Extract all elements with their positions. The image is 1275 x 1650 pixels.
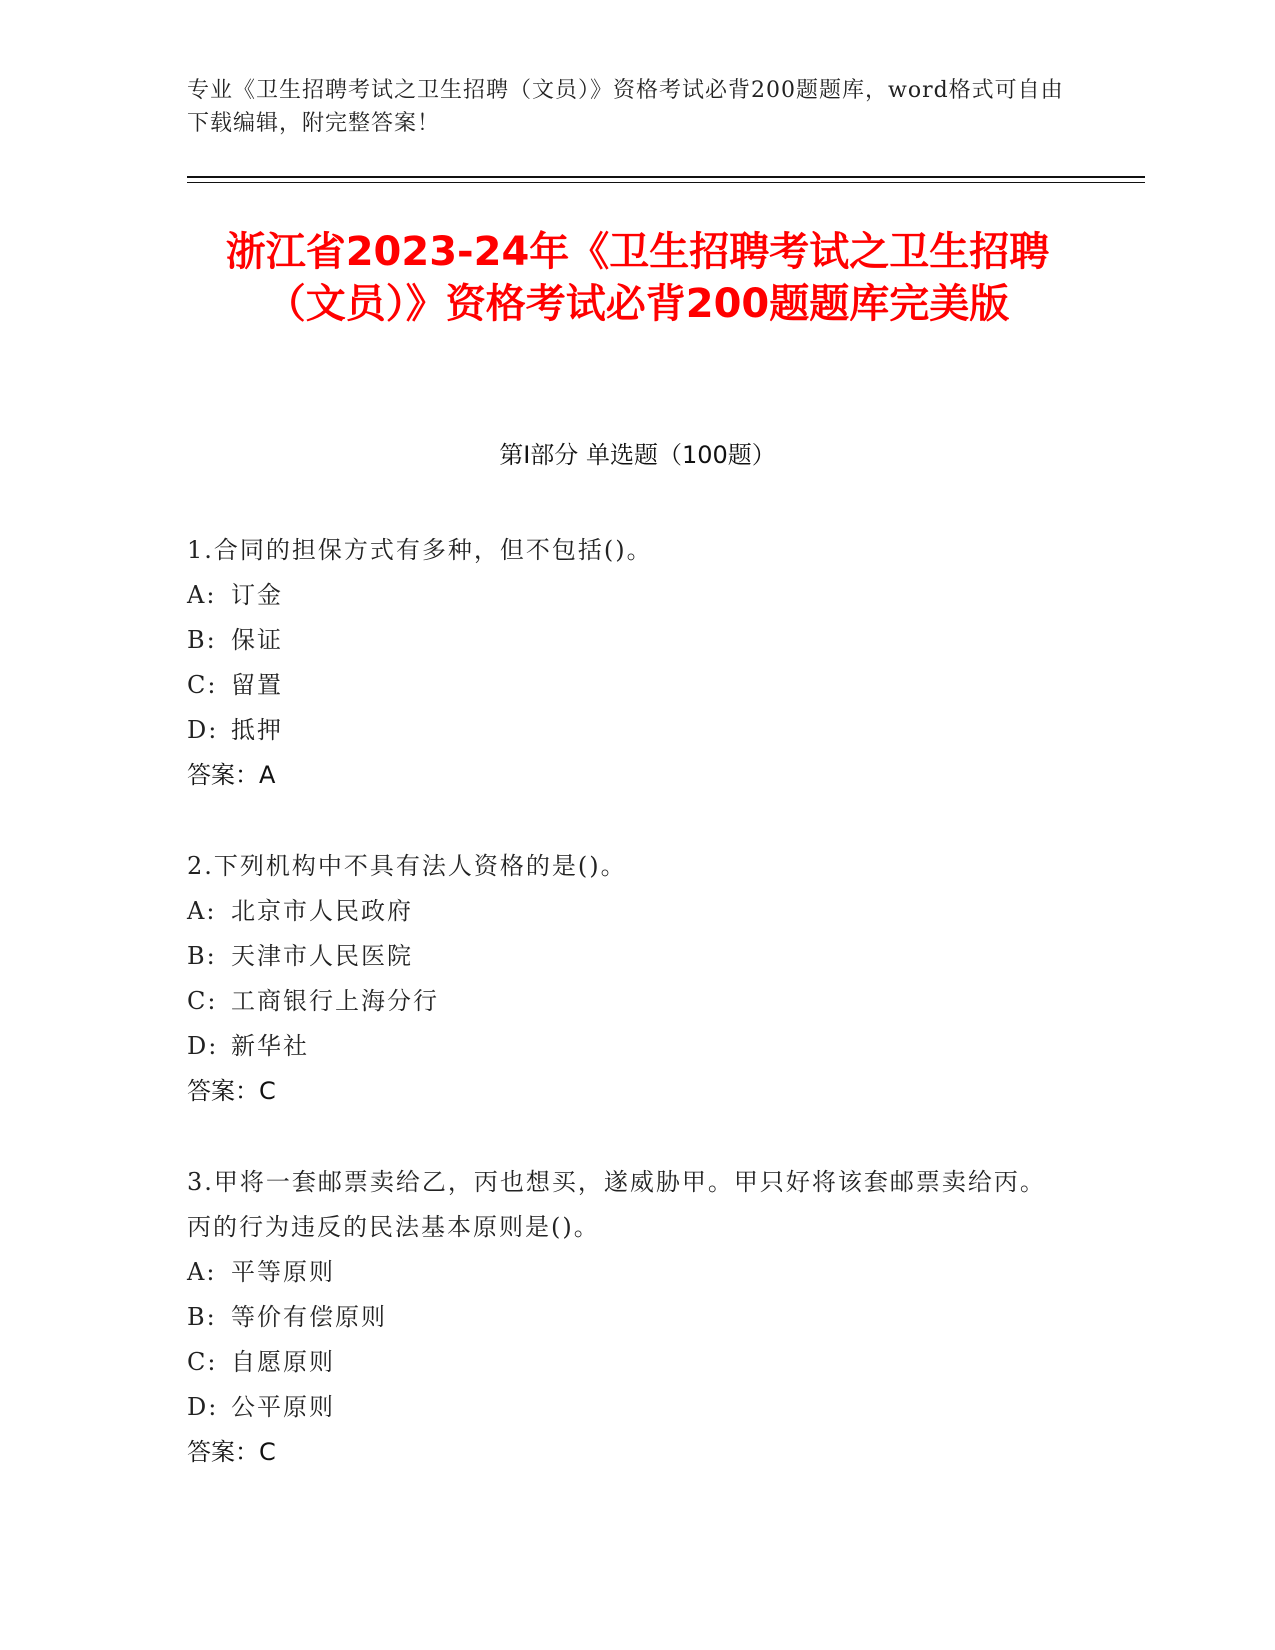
- header-divider-thin: [187, 182, 1145, 183]
- section-title: 第I部分 单选题（100题）: [499, 441, 776, 469]
- header-note: 专业《卫生招聘考试之卫生招聘（文员）》资格考试必背200题题库，word格式可自由下载编辑，附完整答案！: [187, 78, 1064, 136]
- option-text: 订金: [231, 581, 283, 609]
- answer-line: 答案：C: [187, 1077, 276, 1105]
- option-a: [187, 573, 1067, 618]
- question-stem: 1.合同的担保方式有多种，但不包括()。: [187, 536, 653, 564]
- question-1: [187, 528, 1067, 798]
- option-d: [187, 708, 1067, 753]
- option-letter: A:: [187, 581, 217, 609]
- option-letter: D:: [187, 1032, 219, 1060]
- option-text: 平等原则: [231, 1258, 335, 1286]
- question-list: [187, 528, 1067, 1521]
- option-text: 抵押: [231, 716, 283, 744]
- option-letter: B:: [187, 626, 217, 654]
- option-letter: D:: [187, 716, 219, 744]
- option-c: [187, 1340, 1067, 1385]
- option-b: [187, 934, 1067, 979]
- option-text: 北京市人民政府: [231, 897, 413, 925]
- option-b: [187, 618, 1067, 663]
- question-stem: 2.下列机构中不具有法人资格的是()。: [187, 852, 627, 880]
- option-a: [187, 1250, 1067, 1295]
- option-text: 自愿原则: [231, 1348, 335, 1376]
- header-divider-thick: [187, 176, 1145, 178]
- option-text: 等价有偿原则: [231, 1303, 387, 1331]
- option-text: 保证: [231, 626, 283, 654]
- option-text: 留置: [231, 671, 283, 699]
- option-letter: A:: [187, 897, 217, 925]
- option-c: [187, 663, 1067, 708]
- option-letter: B:: [187, 942, 217, 970]
- option-letter: C:: [187, 671, 218, 699]
- question-2: [187, 844, 1067, 1114]
- document-title: 浙江省2023-24年《卫生招聘考试之卫生招聘（文员）》资格考试必背200题题库完美版: [225, 229, 1050, 327]
- option-letter: C:: [187, 987, 218, 1015]
- option-letter: B:: [187, 1303, 217, 1331]
- option-c: [187, 979, 1067, 1024]
- option-text: 公平原则: [231, 1393, 335, 1421]
- option-b: [187, 1295, 1067, 1340]
- option-text: 工商银行上海分行: [231, 987, 439, 1015]
- option-d: [187, 1385, 1067, 1430]
- option-text: 新华社: [231, 1032, 309, 1060]
- option-text: 天津市人民医院: [231, 942, 413, 970]
- answer-line: 答案：A: [187, 761, 276, 789]
- answer-line: 答案：C: [187, 1438, 276, 1466]
- question-3: [187, 1160, 1067, 1475]
- option-letter: C:: [187, 1348, 218, 1376]
- option-letter: D:: [187, 1393, 219, 1421]
- question-stem: 3.甲将一套邮票卖给乙，丙也想买，遂威胁甲。甲只好将该套邮票卖给丙。丙的行为违反的民法基本原则是()。: [187, 1168, 1046, 1241]
- option-letter: A:: [187, 1258, 217, 1286]
- option-a: [187, 889, 1067, 934]
- option-d: [187, 1024, 1067, 1069]
